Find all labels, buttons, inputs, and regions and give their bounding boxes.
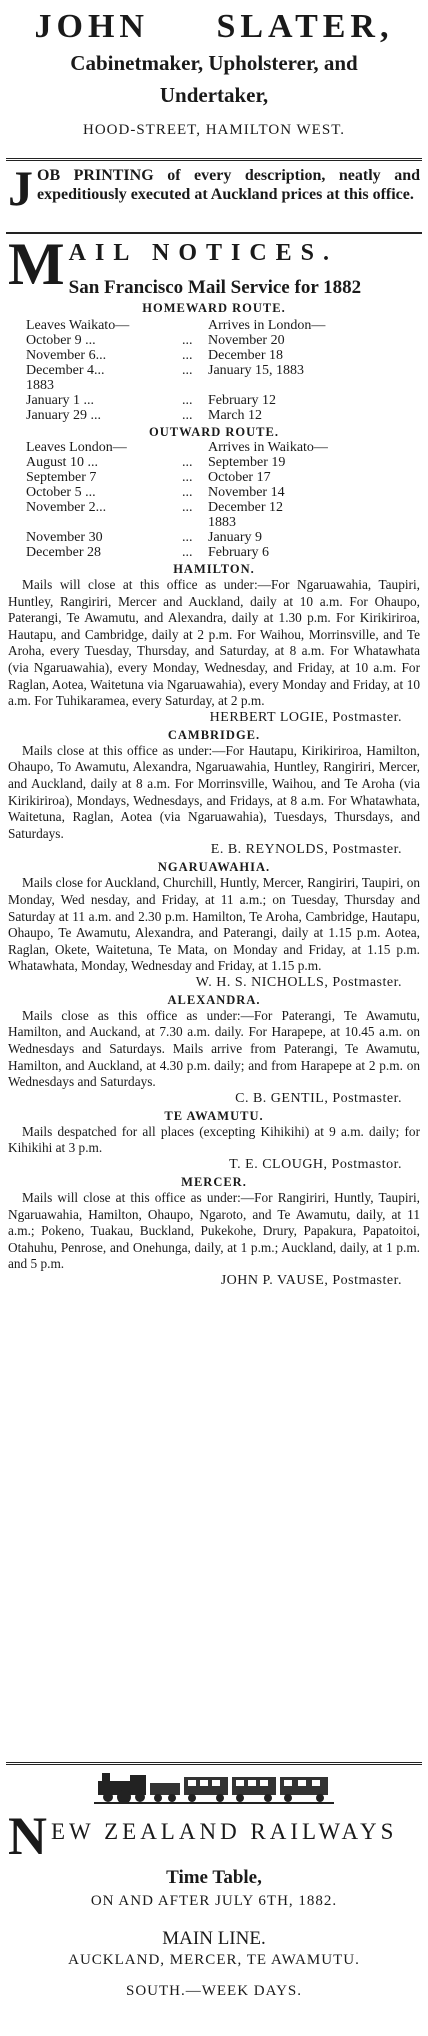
homeward-row [26,408,325,423]
post-office-notice: Mails close as this office as under:—For Paterangi, Te Awamutu, Hamilton, and Auckand, at 7.30 a.m. daily. For Harapepe, at 10.45 a.m. on Wednesdays and Saturdays. Mails arrive from Paterangi, Te Awamutu, Hamilton, and Auckland, at 4.30 p.m. daily; and from Harapepe at 2 p.m. on Wednesdays and Saturdays. [8,1007,420,1090]
outward-cell-d: ... [182,545,193,560]
post-offices [8,562,420,1289]
divider [6,1762,422,1765]
homeward-cell-r: March 12 [208,408,263,423]
post-office-notice: Mails close for Auckland, Churchill, Huntly, Mercer, Rangiriri, Taupiri, on Monday, Wed nesday, and Friday, at 11 a.m.; on Tuesday, Thursday and Saturday at 11 a.m. and 2.30 p.m. Hamilton, Te Aroha, Cambridge, Hautapu, Ohaupo, Te Awamutu, Alexandra, and Paterangi, daily at 1.15 p.m. Aotea, Raglan, Okete, Waitetuna, Te Mata, on Monday and Friday, at 1.15 p.m. Whatawhata, Monday, Wednesday and Friday, at 1.15 p.m. [8,875,420,974]
advert-trade-line2: Undertaker, [159,83,269,107]
homeward-cell-d: ... [182,408,193,423]
homeward-col-right: Arrives in London— [208,318,326,333]
post-office-section [8,1109,420,1173]
route-title: AUCKLAND, MERCER, TE AWAMUTU. [68,1952,360,1968]
outward-row [26,455,328,470]
job-dropcap: J [8,160,33,216]
outward-rows [26,455,328,560]
outward-cell-d: ... [182,500,193,515]
postmaster-signature: E. B. REYNOLDS, Postmaster. [210,842,402,858]
homeward-cell-l: January 29 ... [26,408,102,423]
mail-dropcap: M [8,238,65,297]
advert-first-name: JOHN [34,8,149,45]
outward-cell-d: ... [182,530,193,545]
homeward-cell-l: 1883 [26,378,54,393]
homeward-row [26,378,325,393]
post-office-notice: Mails will close at this office as under:—For Rangiriri, Huntly, Taupiri, Ngaruawahia, Hamilton, Ohaupo, Ngaroto, and Te Awamutu, daily, at 11 a.m.; Pokeno, Tuakau, Buckland, Pukekohe, Drury, Papakura, Papatoitoi, Otahuhu, Penrose, and Onehunga, daily, at 1 p.m.; Auckland, daily, at 1 p.m. and 5 p.m. [8,1190,420,1272]
homeward-row [26,333,325,348]
outward-cell-l: December 28 [26,545,102,560]
outward-cell-l [26,515,182,530]
homeward-col-left: Leaves Waikato— [26,318,130,333]
homeward-rows [26,333,325,423]
homeward-cell-l: January 1 ... [26,393,95,408]
outward-row [26,515,328,530]
locomotive-icon [94,1769,334,1805]
job-printing-notice [8,160,420,216]
outward-cell-d: ... [182,485,193,500]
divider [6,158,422,161]
advert-last-name: SLATER, [216,8,394,45]
outward-cell-l: October 5 ... [26,485,96,500]
post-office-section [8,562,420,726]
post-office-name: HAMILTON. [173,562,255,576]
post-office-section [8,860,420,991]
homeward-cell-d: ... [182,393,193,408]
slater-advert [8,8,420,139]
outward-cell-d: ... [182,455,193,470]
job-printing-text: OB PRINTING of every description, neatly and expeditiously executed at Auckland prices at this office. [37,167,420,203]
homeward-cell-d: ... [182,363,193,378]
outward-cell-l: November 2... [26,500,107,515]
outward-cell-l: September 7 [26,470,97,485]
train-illustration [8,1769,420,1805]
homeward-cell-r: December 18 [208,348,284,363]
postmaster-signature: JOHN P. VAUSE, Postmaster. [220,1273,402,1288]
homeward-row [26,393,325,408]
outward-cell-r: January 9 [208,530,263,545]
homeward-cell-r [208,378,325,393]
outward-col-left: Leaves London— [26,440,127,455]
post-office-notice: Mails despatched for all places (excepting Kihikihi) at 9 a.m. daily; for Kihikihi at 3 p.m. [8,1123,420,1156]
homeward-cell-r: January 15, 1883 [208,363,305,378]
outward-label: OUTWARD ROUTE. [149,425,279,439]
outward-row [26,545,328,560]
postmaster-signature: HERBERT LOGIE, Postmaster. [209,709,402,725]
main-line-title: MAIN LINE. [162,1928,266,1949]
outward-cell-l: August 10 ... [26,455,98,470]
post-office-name: ALEXANDRA. [167,992,261,1007]
outward-cell-r: October 17 [208,470,271,485]
railways-notice [8,1762,420,2000]
outward-cell-r: September 19 [208,455,286,470]
homeward-cell-l: October 9 ... [26,333,96,348]
outward-cell-r: 1883 [208,515,236,530]
direction-title: SOUTH.—WEEK DAYS. [125,1983,303,1999]
outward-col-right: Arrives in Waikato— [208,440,328,455]
outward-cell-d [182,515,208,530]
homeward-cell-d: ... [182,348,193,363]
advert-address: HOOD-STREET, HAMILTON WEST. [83,122,345,138]
advert-trade-line1: Cabinetmaker, Upholsterer, and [70,51,358,75]
rail-heading: EW ZEALAND RAILWAYS [51,1819,398,1844]
homeward-label: HOMEWARD ROUTE. [142,301,286,315]
outward-cell-r: February 6 [208,545,270,560]
sf-mail-title: San Francisco Mail Service for 1882 [68,277,362,298]
postmaster-signature: W. H. S. NICHOLLS, Postmaster. [195,974,402,990]
homeward-row [26,348,325,363]
outward-cell-d: ... [182,470,193,485]
mail-heading: AIL NOTICES. [68,240,339,266]
post-office-section [8,728,420,859]
divider [6,232,422,234]
outward-cell-r: December 12 [208,500,284,515]
postmaster-signature: T. E. CLOUGH, Postmastor. [229,1157,402,1173]
mail-notices [8,238,420,1289]
homeward-table [26,318,325,423]
homeward-cell-l: November 6... [26,348,107,363]
outward-row [26,485,328,500]
timetable-date: ON AND AFTER JULY 6TH, 1882. [90,1893,338,1909]
rail-dropcap: N [8,1813,47,1857]
homeward-row [26,363,325,378]
post-office-section [8,993,420,1107]
homeward-cell-r: February 12 [208,393,277,408]
outward-cell-l: November 30 [26,530,103,545]
outward-cell-r: November 14 [208,485,285,500]
post-office-name: TE AWAMUTU. [164,1108,264,1123]
outward-row [26,470,328,485]
homeward-cell-d: ... [182,333,193,348]
homeward-cell-l: December 4... [26,363,105,378]
post-office-name: NGARUAWAHIA. [157,860,271,875]
outward-row [26,530,328,545]
advert-name [8,8,420,46]
homeward-cell-r: November 20 [208,333,285,348]
homeward-header [26,318,325,333]
timetable-title: Time Table, [166,1867,262,1888]
homeward-cell-d [182,378,208,393]
outward-header [26,440,328,455]
post-office-notice: Mails will close at this office as under:—For Ngaruawahia, Taupiri, Huntley, Rangiriri, Mercer and Auckland, daily at 10 a.m. For Ohaupo, Paterangi, Te Awamutu, and Alexandra, daily at 1.30 p.m. For Kirikiriroa, Hautapu, and Cambridge, daily at 2 p.m. For Waihou, Morrinsville, and Te Aroha, every Tuesday, Thursday, and Saturday, at 8 a.m. For Whatawhata (via Ngaruawahia), every Monday, Wednesday, and Friday, at 10 a.m. For Raglan, Aotea, Waitetuna via Ngaruawahia), every Monday and Friday, at 10 a.m. For Tuhikaramea, every Saturday, at 2 p.m. [8,577,420,709]
outward-table [26,440,328,560]
outward-row [26,500,328,515]
post-office-section [8,1175,420,1289]
post-office-notice: Mails close at this office as under:—For Hautapu, Kirikiriroa, Hamilton, Ohaupo, To Awamutu, Alexandra, Ngaruawahia, Huntley, Rangiriri, Mercer, and Auckland, daily at 8 a.m. For Morrinsville, Waihou, and Te Aroha (via Kirikiriroa), Mondays, Wednesdays, and Fridays, at 8 a.m. For Whatawhata, Waitetuna, Raglan, Aotea (via Ngaruawahia), Tuesdays, Thursdays, and Saturdays. [8,742,420,841]
post-office-name: CAMBRIDGE. [167,727,261,742]
postmaster-signature: C. B. GENTIL, Postmaster. [235,1090,402,1106]
post-office-name: MERCER. [181,1175,247,1190]
